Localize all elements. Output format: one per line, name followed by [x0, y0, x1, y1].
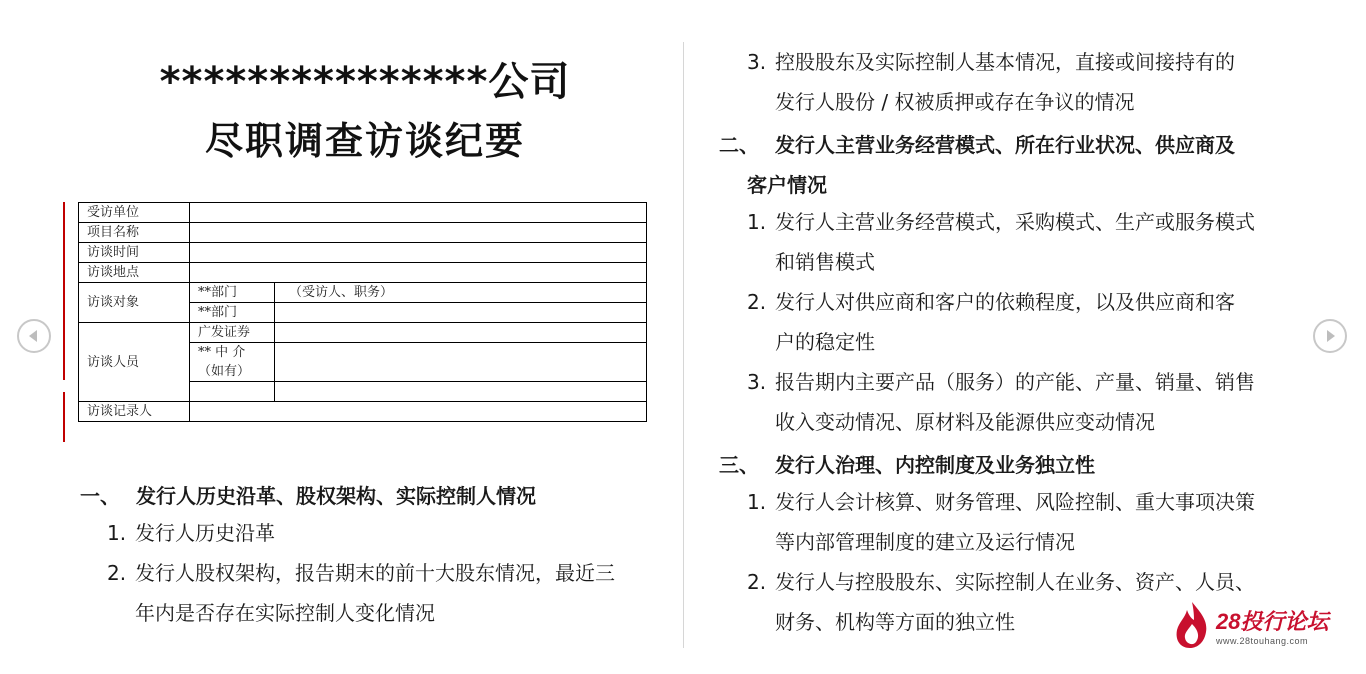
- section-title: 发行人历史沿革、股权架构、实际控制人情况: [136, 484, 536, 508]
- list-item-continuation: 发行人股份 / 权被质押或存在争议的情况: [775, 90, 1135, 114]
- staff-label: 访谈人员: [79, 323, 190, 402]
- chevron-left-circle-icon: [26, 328, 42, 344]
- staff-org-2-line2: （如有）: [198, 364, 251, 379]
- right-page: [684, 0, 1366, 674]
- recorder-label: 访谈记录人: [79, 402, 190, 422]
- place-value: [190, 263, 647, 283]
- subject-role: （受访人、职务）: [275, 283, 647, 303]
- item-number: 3.: [747, 50, 767, 74]
- table-row: [79, 243, 647, 263]
- subject-label: 访谈对象: [79, 283, 190, 323]
- staff-org-2: [190, 343, 275, 382]
- item-number: 2.: [747, 570, 767, 594]
- section-title: 发行人治理、内控制度及业务独立性: [775, 453, 1095, 477]
- list-item-continuation: 和销售模式: [775, 250, 875, 274]
- staff-org-2-value: [275, 343, 647, 382]
- unit-label: 受访单位: [79, 203, 190, 223]
- table-row: [79, 223, 647, 243]
- flame-icon: [1172, 600, 1212, 650]
- subject-role-2: [275, 303, 647, 323]
- subject-dept-2: **部门: [190, 303, 275, 323]
- next-page-button[interactable]: [1313, 319, 1347, 353]
- section-3-heading: [719, 449, 1095, 478]
- section-title: 发行人主营业务经营模式、所在行业状况、供应商及: [775, 133, 1235, 157]
- unit-value: [190, 203, 647, 223]
- list-item-continuation: 等内部管理制度的建立及运行情况: [775, 530, 1075, 554]
- time-value: [190, 243, 647, 263]
- red-margin-bar-top: [63, 202, 65, 380]
- prev-page-button[interactable]: [17, 319, 51, 353]
- recorder-value: [190, 402, 647, 422]
- subject-dept-1: **部门: [190, 283, 275, 303]
- item-number: 1.: [747, 490, 767, 514]
- list-item-continuation: 收入变动情况、原材料及能源供应变动情况: [775, 410, 1155, 434]
- item-text: 发行人会计核算、财务管理、风险控制、重大事项决策: [775, 490, 1255, 514]
- item-number: 2.: [747, 290, 767, 314]
- item-number: 3.: [747, 370, 767, 394]
- logo-brand-text: 28投行论坛: [1216, 609, 1329, 634]
- item-number: 1.: [747, 210, 767, 234]
- project-label: 项目名称: [79, 223, 190, 243]
- section-number: 一、: [80, 484, 120, 508]
- table-row: [79, 402, 647, 422]
- project-value: [190, 223, 647, 243]
- table-row: [79, 323, 647, 343]
- item-number: 2.: [107, 561, 127, 585]
- item-number: 1.: [107, 521, 127, 545]
- place-label: 访谈地点: [79, 263, 190, 283]
- section-number: 二、: [719, 133, 759, 157]
- item-text: 发行人与控股股东、实际控制人在业务、资产、人员、: [775, 570, 1255, 594]
- table-row: [79, 263, 647, 283]
- section-2-heading-continuation: 客户情况: [747, 173, 827, 197]
- staff-org-3-value: [275, 382, 647, 402]
- company-title: ***************公司: [159, 59, 571, 105]
- item-text: 发行人历史沿革: [135, 521, 275, 545]
- item-text: 发行人主营业务经营模式，采购模式、生产或服务模式: [775, 210, 1255, 234]
- section-1-heading: [80, 480, 536, 509]
- item-text: 发行人对供应商和客户的依赖程度，以及供应商和客: [775, 290, 1235, 314]
- red-margin-bar-bottom: [63, 392, 65, 442]
- staff-org-1-value: [275, 323, 647, 343]
- section-number: 三、: [719, 453, 759, 477]
- interview-info-table: [78, 202, 647, 422]
- forum-logo: [1172, 600, 1342, 650]
- section-2-heading: [719, 129, 1235, 158]
- time-label: 访谈时间: [79, 243, 190, 263]
- item-text: 报告期内主要产品（服务）的产能、产量、销量、销售: [775, 370, 1255, 394]
- table-row: [79, 203, 647, 223]
- list-item-continuation: 财务、机构等方面的独立性: [775, 610, 1015, 634]
- table-row: [79, 283, 647, 303]
- list-item-continuation: 年内是否存在实际控制人变化情况: [135, 601, 435, 625]
- item-text: 控股股东及实际控制人基本情况，直接或间接持有的: [775, 50, 1235, 74]
- list-item-continuation: 户的稳定性: [775, 330, 875, 354]
- item-text: 发行人股权架构，报告期末的前十大股东情况，最近三: [135, 561, 615, 585]
- staff-org-1: 广发证券: [190, 323, 275, 343]
- staff-org-3: [190, 382, 275, 402]
- logo-url-text: www.28touhang.com: [1216, 636, 1309, 646]
- staff-org-2-line1: ** 中 介: [198, 345, 246, 360]
- document-title: 尽职调查访谈纪要: [204, 119, 525, 163]
- chevron-right-circle-icon: [1322, 328, 1338, 344]
